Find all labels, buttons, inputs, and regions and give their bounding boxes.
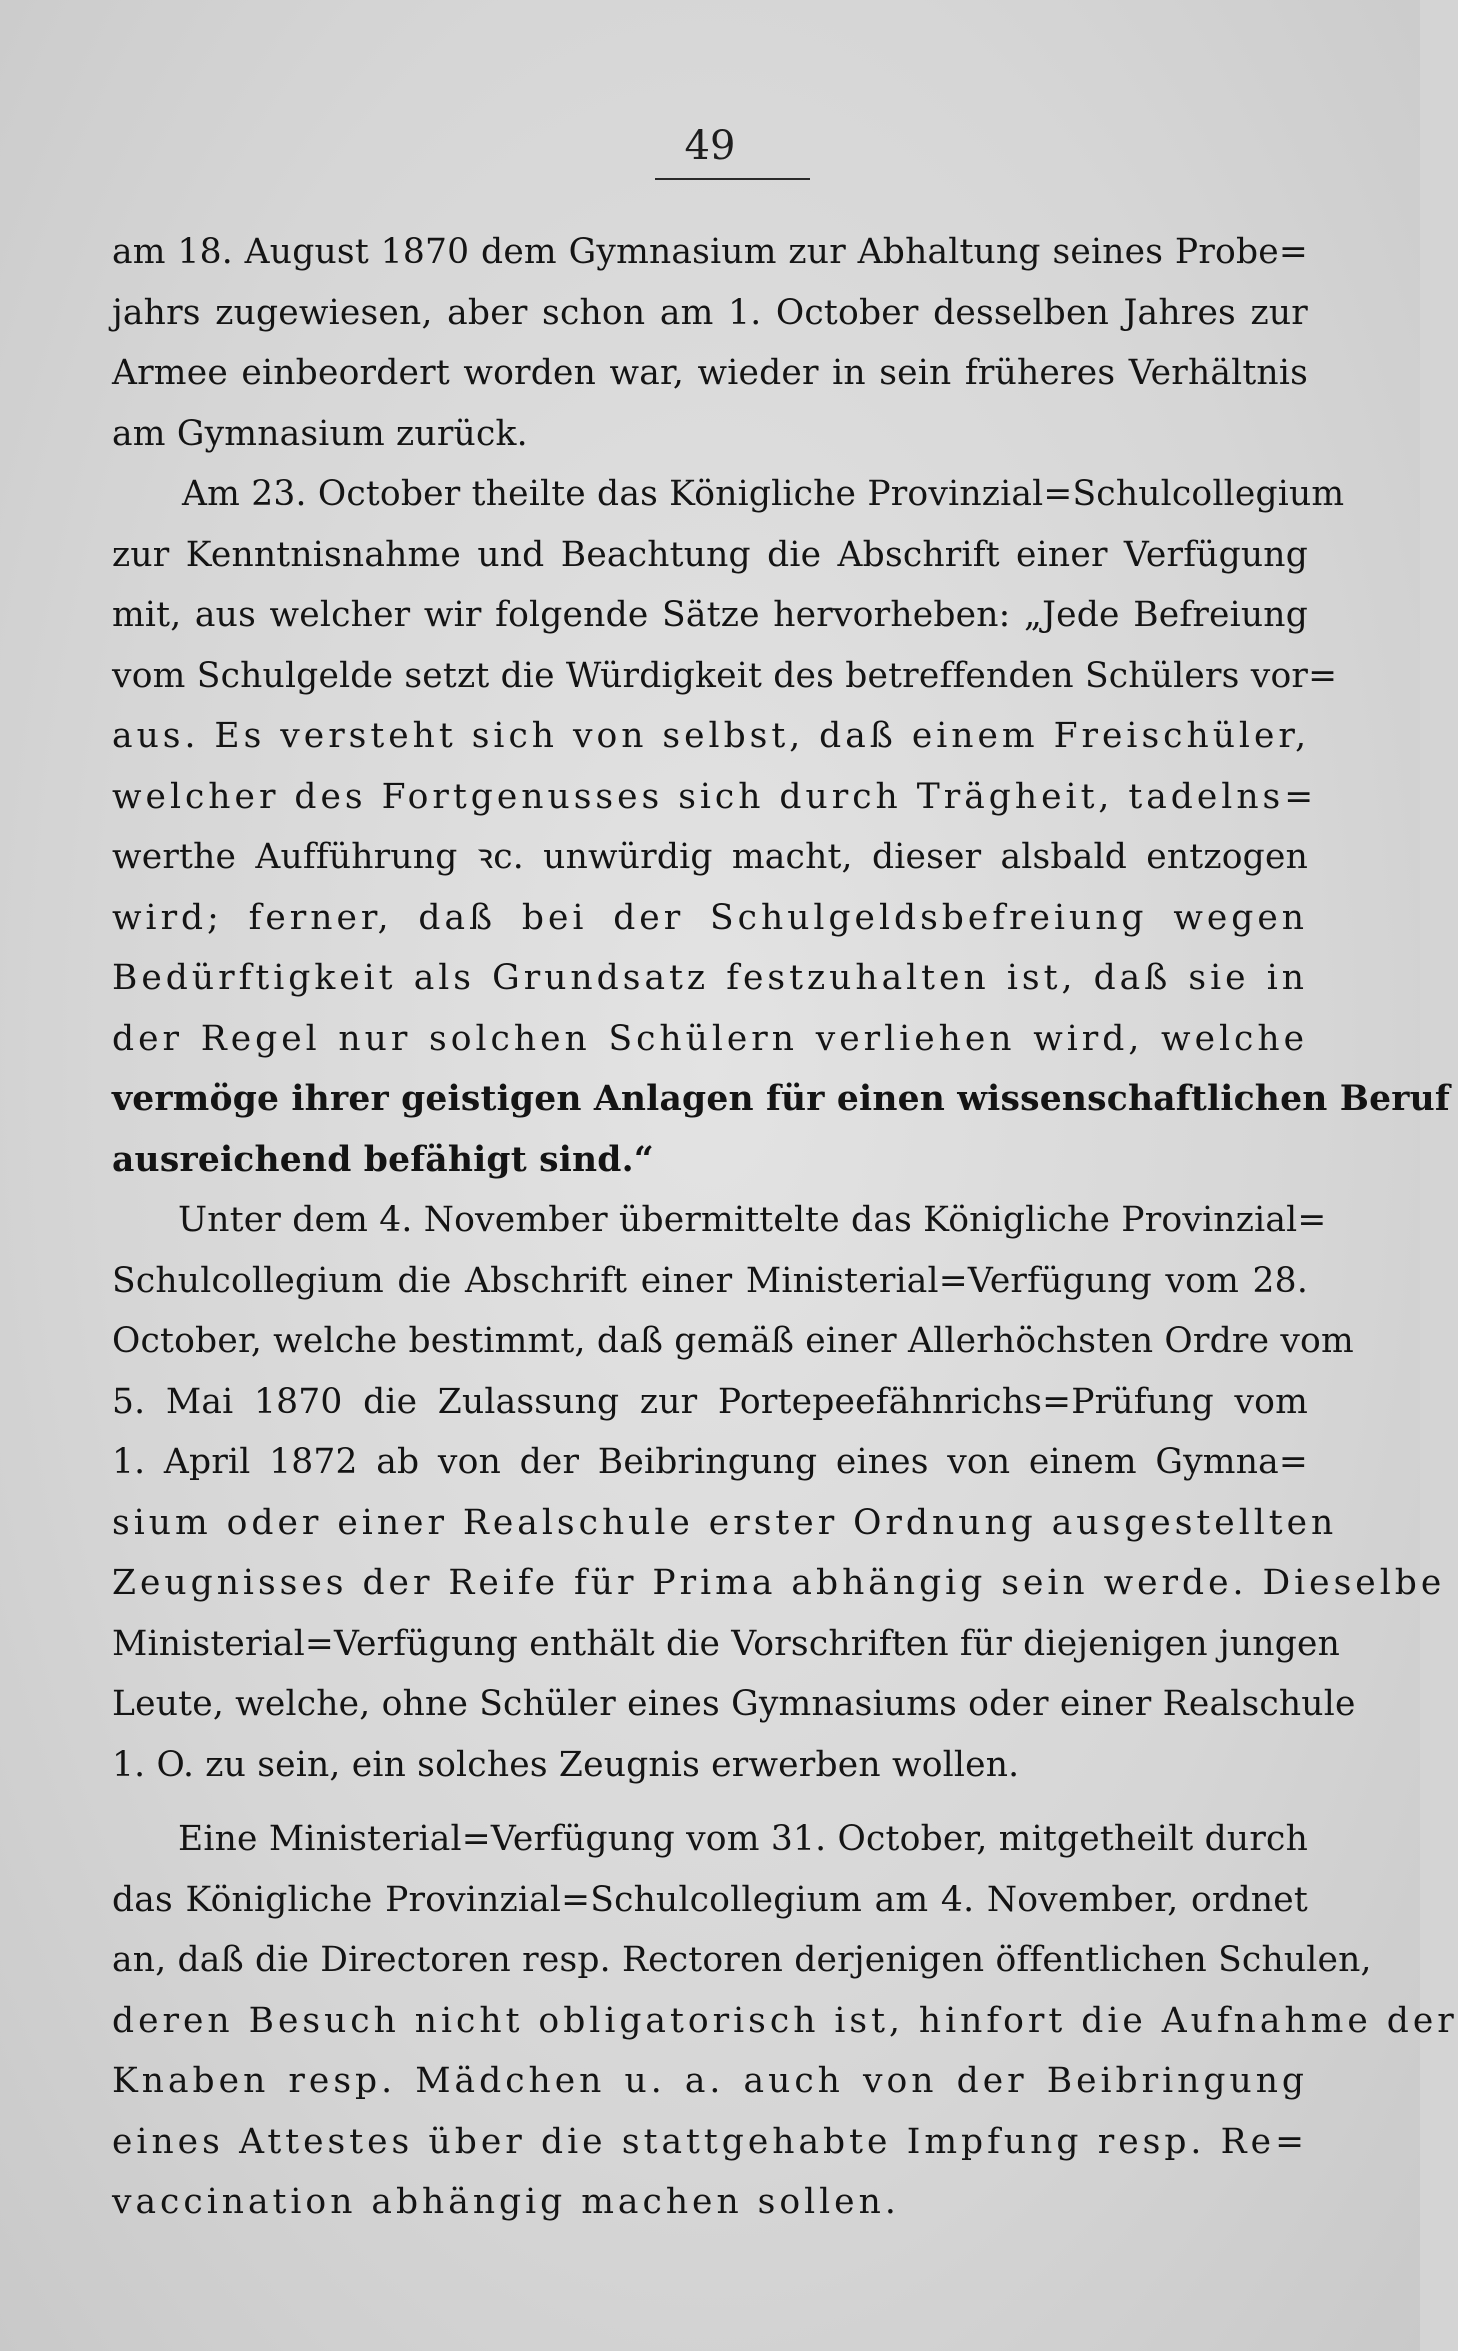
text-line: Ministerial=Verfügung enthält die Vorschriften für diejenigen jungen	[112, 1623, 1341, 1664]
text-line: Schulcollegium die Abschrift einer Ministerial=Verfügung vom 28.	[112, 1260, 1308, 1301]
paragraph	[112, 464, 1450, 1190]
text-line: Unter dem 4. November übermittelte das Königliche Provinzial=	[178, 1200, 1327, 1240]
text-line: deren Besuch nicht obligatorisch ist, hinfort die Aufnahme der	[112, 2000, 1458, 2041]
text-line: am Gymnasium zurück.	[112, 413, 528, 454]
text-line: Leute, welche, ohne Schüler eines Gymnasiums oder einer Realschule	[112, 1684, 1356, 1724]
text-line: zur Kenntnisnahme und Beachtung die Abschrift einer Verfügung	[112, 534, 1308, 575]
text-line: am 18. August 1870 dem Gymnasium zur Abhaltung seines Probe=	[112, 232, 1308, 272]
text-line: 1. O. zu sein, ein solches Zeugnis erwerben wollen.	[112, 1744, 1020, 1785]
text-line: eines Attestes über die stattgehabte Impfung resp. Re=	[112, 2121, 1308, 2162]
text-line: Eine Ministerial=Verfügung vom 31. October, mitgetheilt durch	[178, 1819, 1308, 1859]
text-line: das Königliche Provinzial=Schulcollegium am 4. November, ordnet	[112, 1879, 1308, 1920]
text-line: Bedürftigkeit als Grundsatz festzuhalten ist, daß sie in	[112, 958, 1308, 998]
text-line: welcher des Fortgenusses sich durch Trägheit, tadelns=	[112, 776, 1318, 817]
text-line: mit, aus welcher wir folgende Sätze hervorheben: „Jede Befreiung	[112, 595, 1308, 635]
text-line: Zeugnisses der Reife für Prima abhängig sein werde. Dieselbe	[112, 1563, 1446, 1603]
text-line-emphasis: ausreichend befähigt sind.“	[112, 1139, 654, 1180]
text-line: 1. April 1872 ab von der Beibringung eines von einem Gymna=	[112, 1442, 1308, 1482]
text-line: wird; ferner, daß bei der Schulgeldsbefreiung wegen	[112, 897, 1308, 938]
body-text	[112, 222, 1458, 2233]
page-number: 49	[684, 123, 736, 169]
text-line: 5. Mai 1870 die Zulassung zur Portepeefähnrichs=Prüfung vom	[112, 1381, 1308, 1422]
paragraph	[112, 222, 1308, 464]
text-line: sium oder einer Realschule erster Ordnung ausgestellten	[112, 1502, 1338, 1543]
text-line: Am 23. October theilte das Königliche Provinzial=Schulcollegium	[182, 474, 1345, 514]
text-line: jahrs zugewiesen, aber schon am 1. October desselben Jahres zur	[112, 292, 1308, 333]
paragraph	[112, 1809, 1458, 2233]
page-header	[0, 122, 1420, 170]
text-line: Knaben resp. Mädchen u. a. auch von der Beibringung	[112, 2061, 1308, 2101]
text-line: aus. Es versteht sich von selbst, daß einem Freischüler,	[112, 716, 1311, 756]
text-line: werthe Aufführung ꝛc. unwürdig macht, dieser alsbald entzogen	[112, 837, 1308, 877]
text-line: October, welche bestimmt, daß gemäß einer Allerhöchsten Ordre vom	[112, 1321, 1354, 1361]
text-line: vom Schulgelde setzt die Würdigkeit des betreffenden Schülers vor=	[112, 655, 1338, 696]
text-line: an, daß die Directoren resp. Rectoren derjenigen öffentlichen Schulen,	[112, 1940, 1372, 1980]
text-line: vaccination abhängig machen sollen.	[112, 2182, 900, 2222]
paragraph-gap	[112, 1795, 1308, 1809]
text-line: der Regel nur solchen Schülern verliehen wird, welche	[112, 1018, 1308, 1059]
text-line: Armee einbeordert worden war, wieder in sein früheres Verhältnis	[112, 353, 1308, 393]
paragraph	[112, 1190, 1446, 1795]
header-rule	[655, 178, 810, 180]
text-line-emphasis: vermöge ihrer geistigen Anlagen für einen wissenschaftlichen Beruf	[112, 1079, 1450, 1119]
